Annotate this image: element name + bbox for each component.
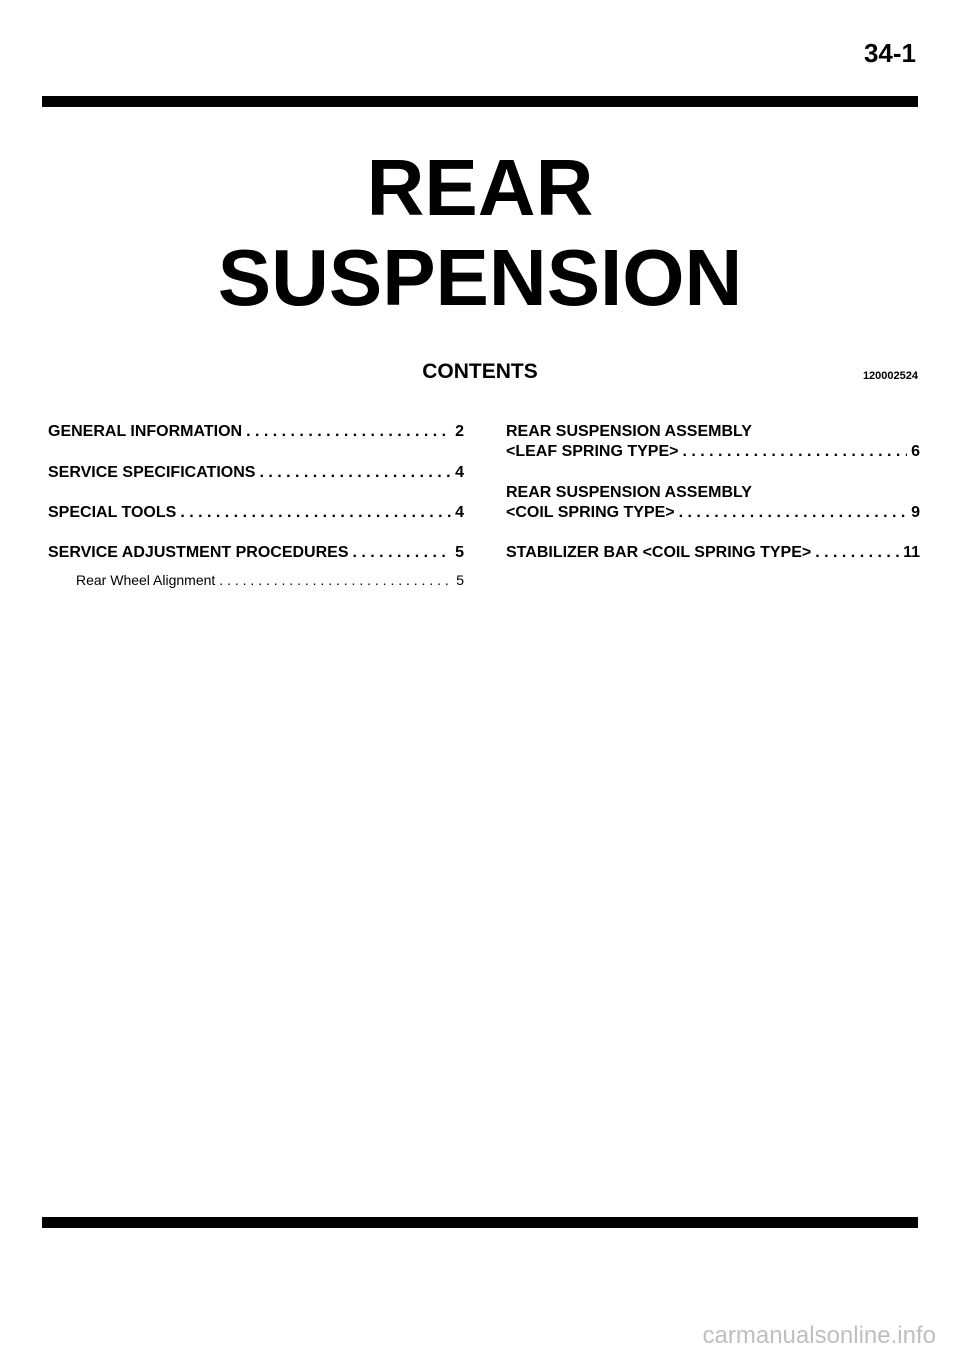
leader-dots: [180, 504, 451, 522]
toc-entry-coil-spring-assembly[interactable]: [506, 504, 920, 522]
toc-entry-general-information[interactable]: [48, 423, 464, 441]
leader-dots: [219, 572, 452, 588]
toc-entry-label: SERVICE SPECIFICATIONS: [48, 464, 256, 481]
toc-entry-label: SPECIAL TOOLS: [48, 504, 177, 521]
leader-dots: [259, 464, 451, 482]
toc-entry-leaf-spring-assembly[interactable]: [506, 443, 920, 461]
watermark: carmanualsonline.info: [702, 1322, 936, 1349]
bottom-rule: [42, 1217, 918, 1228]
toc-entry-coil-heading: REAR SUSPENSION ASSEMBLY: [506, 484, 752, 501]
page-number: 34-1: [863, 38, 916, 68]
toc-entry-page: 6: [911, 443, 920, 460]
toc-entry-label: <COIL SPRING TYPE>: [506, 504, 675, 521]
toc-entry-service-specifications[interactable]: [48, 464, 464, 482]
toc-entry-page: 4: [455, 504, 464, 521]
leader-dots: [815, 544, 899, 562]
contents-heading: CONTENTS: [422, 360, 538, 383]
toc-entry-page: 11: [903, 544, 920, 561]
toc-entry-page: 4: [455, 464, 464, 481]
toc-entry-label: SERVICE ADJUSTMENT PROCEDURES: [48, 544, 349, 561]
page-title-line1: REAR: [366, 143, 594, 232]
toc-entry-page: 9: [911, 504, 920, 521]
toc-entry-leaf-heading: REAR SUSPENSION ASSEMBLY: [506, 423, 752, 440]
toc-entry-page: 5: [455, 544, 464, 561]
top-rule: [42, 96, 918, 107]
toc-subentry-rear-wheel-alignment[interactable]: [76, 572, 464, 588]
toc-entry-label: STABILIZER BAR <COIL SPRING TYPE>: [506, 544, 812, 561]
document-code: 120002524: [862, 370, 918, 382]
toc-entry-label: GENERAL INFORMATION: [48, 423, 243, 440]
leader-dots: [679, 504, 907, 522]
leader-dots: [246, 423, 451, 441]
leader-dots: [682, 443, 907, 461]
page-title-line2: SUSPENSION: [217, 233, 743, 322]
toc-entry-page: 5: [456, 572, 464, 588]
toc-entry-service-adjustment-procedures[interactable]: [48, 544, 464, 562]
leader-dots: [353, 544, 452, 562]
toc-entry-page: 2: [455, 423, 464, 440]
toc-entry-stabilizer-bar[interactable]: [506, 544, 920, 562]
toc-entry-label: Rear Wheel Alignment: [76, 572, 216, 588]
toc-entry-special-tools[interactable]: [48, 504, 464, 522]
toc-entry-label: <LEAF SPRING TYPE>: [506, 443, 679, 460]
